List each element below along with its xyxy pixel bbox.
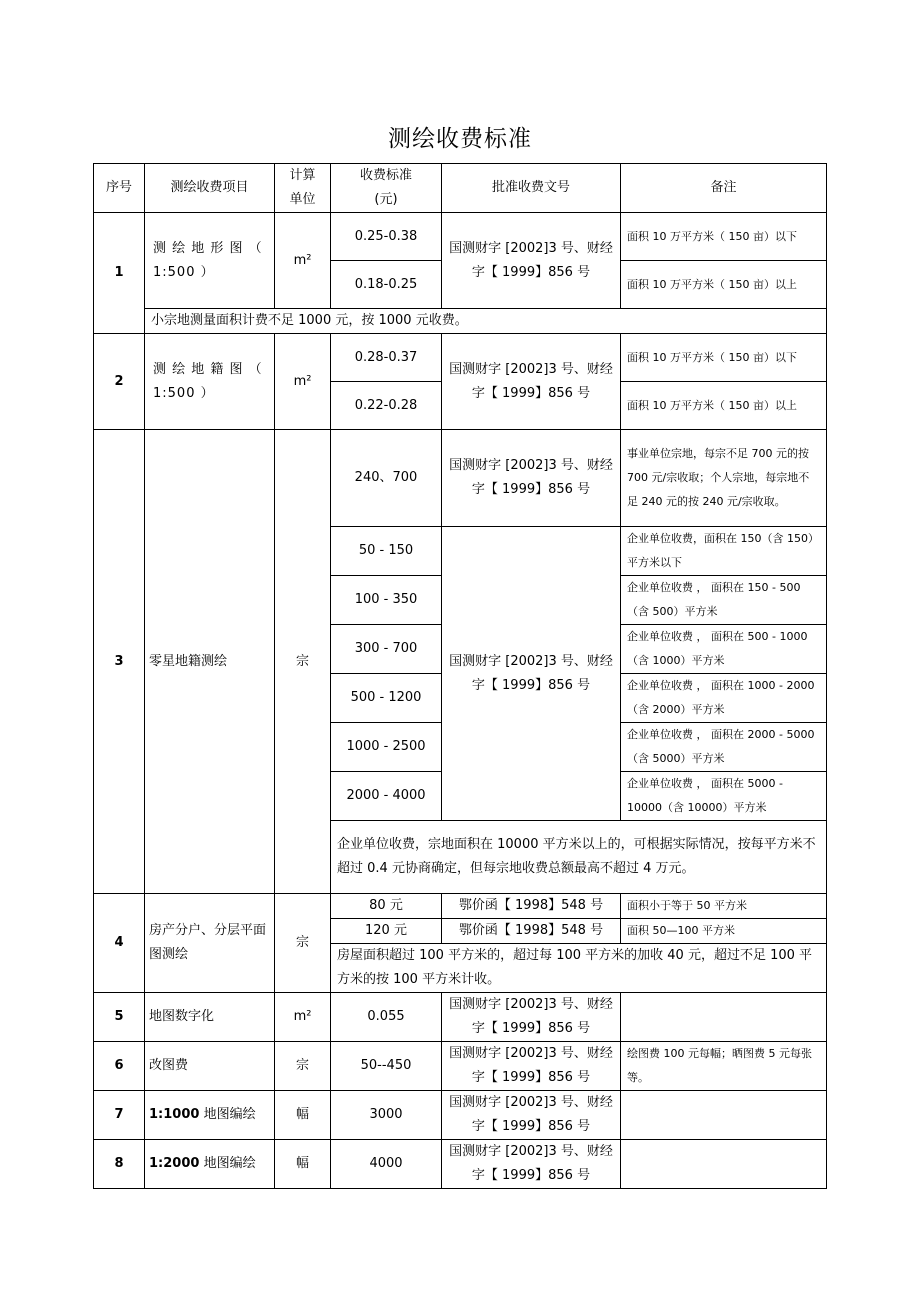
row-unit: 幅 [275,1091,331,1140]
row-remark: 企业单位收费，面积在 150（含 150）平方米以下 [621,527,827,576]
row-standard: 1000 - 2500 [331,723,442,772]
row-standard: 0.22-0.28 [331,382,442,430]
table-row [94,1042,827,1091]
row-doc: 鄂价函【 1998】548 号 [442,919,621,944]
row-standard: 50--450 [331,1042,442,1091]
row-no: 6 [94,1042,145,1091]
row-standard: 50 - 150 [331,527,442,576]
row-item: 零星地籍测绘 [145,430,275,894]
row-remark: 面积 10 万平方米（ 150 亩）以下 [621,213,827,261]
row-unit: m² [275,993,331,1042]
row-doc: 国测财字 [2002]3 号、财经字【 1999】856 号 [442,527,621,821]
table-row [94,993,827,1042]
row-no: 5 [94,993,145,1042]
row-standard: 0.25-0.38 [331,213,442,261]
row-doc: 国测财字 [2002]3 号、财经字【 1999】856 号 [442,430,621,527]
row-doc: 国测财字 [2002]3 号、财经字【 1999】856 号 [442,1091,621,1140]
table-header-row [94,164,827,213]
row-note: 房屋面积超过 100 平方米的，超过每 100 平方米的加收 40 元，超过不足 100 平方米的按 100 平方米计收。 [331,944,827,993]
row-doc: 国测财字 [2002]3 号、财经字【 1999】856 号 [442,1042,621,1091]
row-remark: 面积 10 万平方米（ 150 亩）以下 [621,334,827,382]
row-doc: 国测财字 [2002]3 号、财经字【 1999】856 号 [442,334,621,430]
row-remark: 企业单位收费 ， 面积在 150 - 500（含 500）平方米 [621,576,827,625]
row-unit: 宗 [275,894,331,993]
row-remark: 事业单位宗地，每宗不足 700 元的按 700 元/宗收取；个人宗地，每宗地不足 240 元的按 240 元/宗收取。 [621,430,827,527]
row-remark: 企业单位收费 ， 面积在 1000 - 2000（含 2000）平方米 [621,674,827,723]
row-standard: 2000 - 4000 [331,772,442,821]
table-row [94,213,827,261]
row-doc: 鄂价函【 1998】548 号 [442,894,621,919]
table-row [94,1140,827,1189]
row-standard: 0.18-0.25 [331,261,442,309]
row-item: 1:2000 地图编绘 [145,1140,275,1189]
row-doc: 国测财字 [2002]3 号、财经字【 1999】856 号 [442,993,621,1042]
row-unit: m² [275,334,331,430]
header-item: 测绘收费项目 [145,164,275,213]
row-standard: 0.28-0.37 [331,334,442,382]
row-remark: 企业单位收费 ， 面积在 5000 - 10000（含 10000）平方米 [621,772,827,821]
row-remark: 面积 50—100 平方米 [621,919,827,944]
row-doc: 国测财字 [2002]3 号、财经字【 1999】856 号 [442,1140,621,1189]
row-no: 3 [94,430,145,894]
row-note: 小宗地测量面积计费不足 1000 元，按 1000 元收费。 [145,309,827,334]
fee-table [93,163,827,1189]
row-doc: 国测财字 [2002]3 号、财经字【 1999】856 号 [442,213,621,309]
row-remark: 面积小于等于 50 平方米 [621,894,827,919]
row-standard: 300 - 700 [331,625,442,674]
row-unit: m² [275,213,331,309]
row-standard: 4000 [331,1140,442,1189]
row-item: 地图数字化 [145,993,275,1042]
row-no: 2 [94,334,145,430]
row-item: 测 绘 地 籍 图 （ 1:500 ） [145,334,275,430]
row-no: 8 [94,1140,145,1189]
row-standard: 240、700 [331,430,442,527]
header-standard: 收费标准 (元) [331,164,442,213]
row-item: 1:1000 地图编绘 [145,1091,275,1140]
row-remark: 企业单位收费 ， 面积在 500 - 1000（含 1000）平方米 [621,625,827,674]
table-row [94,430,827,527]
row-standard: 3000 [331,1091,442,1140]
row-remark: 面积 10 万平方米（ 150 亩）以上 [621,382,827,430]
row-item: 房产分户、分层平面图测绘 [145,894,275,993]
header-no: 序号 [94,164,145,213]
table-row [94,309,827,334]
row-remark [621,1091,827,1140]
row-item: 改图费 [145,1042,275,1091]
row-note: 企业单位收费，宗地面积在 10000 平方米以上的，可根据实际情况，按每平方米不超过 0.4 元协商确定，但每宗地收费总额最高不超过 4 万元。 [331,821,827,894]
row-remark [621,1140,827,1189]
row-remark: 绘图费 100 元每幅；晒图费 5 元每张等。 [621,1042,827,1091]
header-unit: 计算 单位 [275,164,331,213]
table-row [94,334,827,382]
row-standard: 80 元 [331,894,442,919]
row-standard: 120 元 [331,919,442,944]
row-standard: 0.055 [331,993,442,1042]
row-standard: 100 - 350 [331,576,442,625]
row-no: 1 [94,213,145,334]
row-item: 测 绘 地 形 图 （ 1:500 ） [145,213,275,309]
row-unit: 幅 [275,1140,331,1189]
table-row [94,1091,827,1140]
row-no: 7 [94,1091,145,1140]
row-remark: 面积 10 万平方米（ 150 亩）以上 [621,261,827,309]
row-no: 4 [94,894,145,993]
header-doc: 批准收费文号 [442,164,621,213]
row-remark: 企业单位收费 ， 面积在 2000 - 5000（含 5000）平方米 [621,723,827,772]
page-title: 测绘收费标准 [388,126,532,152]
row-standard: 500 - 1200 [331,674,442,723]
row-remark [621,993,827,1042]
row-unit: 宗 [275,430,331,894]
header-remark: 备注 [621,164,827,213]
row-unit: 宗 [275,1042,331,1091]
table-row [94,894,827,919]
